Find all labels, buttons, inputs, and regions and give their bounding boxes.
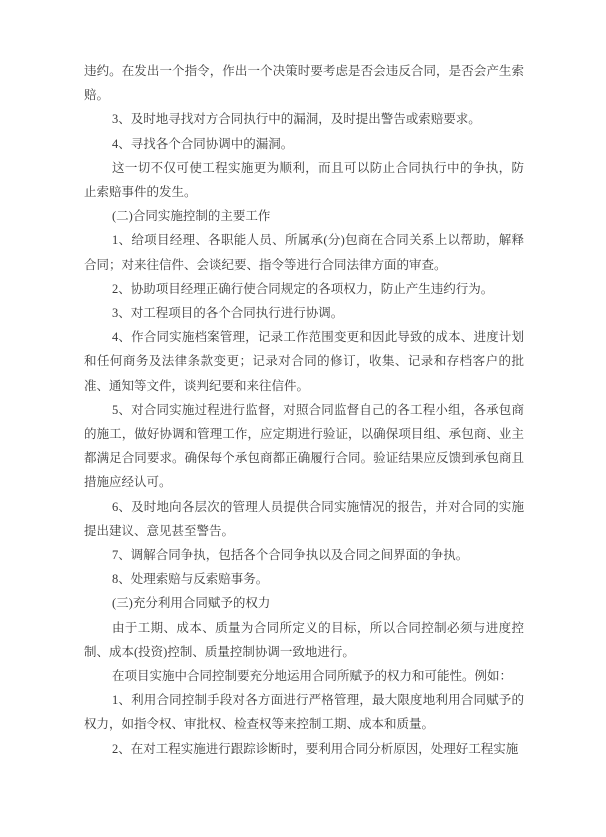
section-heading: (二)合同实施控制的主要工作 — [112, 209, 271, 224]
paragraph: 在项目实施中合同控制要充分地运用合同所赋予的权力和可能性。例如： — [112, 669, 513, 684]
paragraph: 3、对工程项目的各个合同执行进行协调。 — [112, 306, 344, 321]
paragraph: 8、处理索赔与反索赔事务。 — [112, 572, 269, 587]
paragraph: 6、及时地向各层次的管理人员提供合同实施情况的报告，并对合同的实施提出建议、意见甚至警告。 — [84, 499, 524, 538]
paragraph: 4、寻找各个合同协调中的漏洞。 — [112, 136, 294, 151]
section-heading: (三)充分利用合同赋予的权力 — [112, 596, 271, 611]
paragraph: 4、作合同实施档案管理，记录工作范围变更和因此导致的成本、进度计划和任何商务及法律条款变更；记录对合同的修订，收集、记录和存档客户的批准、通知等文件，谈判纪要和来往信件。 — [84, 330, 524, 393]
paragraph: 7、调解合同争执，包括各个合同争执以及合同之间界面的争执。 — [112, 548, 469, 563]
document-body — [84, 59, 524, 761]
paragraph: 1、给项目经理、各职能人员、所属承(分)包商在合同关系上以帮助，解释合同；对来往信件、会谈纪要、指令等进行合同法律方面的审查。 — [84, 233, 524, 272]
paragraph: 这一切不仅可使工程实施更为顺利，而且可以防止合同执行中的争执，防止索赔事件的发生。 — [84, 160, 524, 200]
paragraph: 3、及时地寻找对方合同执行中的漏洞，及时提出警告或索赔要求。 — [112, 112, 481, 127]
paragraph: 2、协助项目经理正确行使合同规定的各项权力，防止产生违约行为。 — [112, 281, 494, 296]
paragraph: 1、利用合同控制手段对各方面进行严格管理，最大限度地利用合同赋予的权力，如指令权、审批权、检查权等来控制工期、成本和质量。 — [84, 693, 524, 732]
paragraph: 2、在对工程实施进行跟踪诊断时，要利用合同分析原因，处理好工程实施 — [112, 741, 519, 756]
paragraph: 5、对合同实施过程进行监督，对照合同监督自己的各工程小组，各承包商的施工，做好协调和管理工作，应定期进行验证，以确保项目组、承包商、业主都满足合同要求。确保每个承包商都正确履行合同。验证结果应反馈到承包商且措施应经认可。 — [84, 402, 524, 490]
paragraph: 由于工期、成本、质量为合同所定义的目标，所以合同控制必须与进度控制、成本(投资)控制、质量控制协调一致地进行。 — [84, 620, 524, 659]
paragraph: 违约。在发出一个指令，作出一个决策时要考虑是否会违反合同，是否会产生索赔。 — [84, 64, 524, 103]
